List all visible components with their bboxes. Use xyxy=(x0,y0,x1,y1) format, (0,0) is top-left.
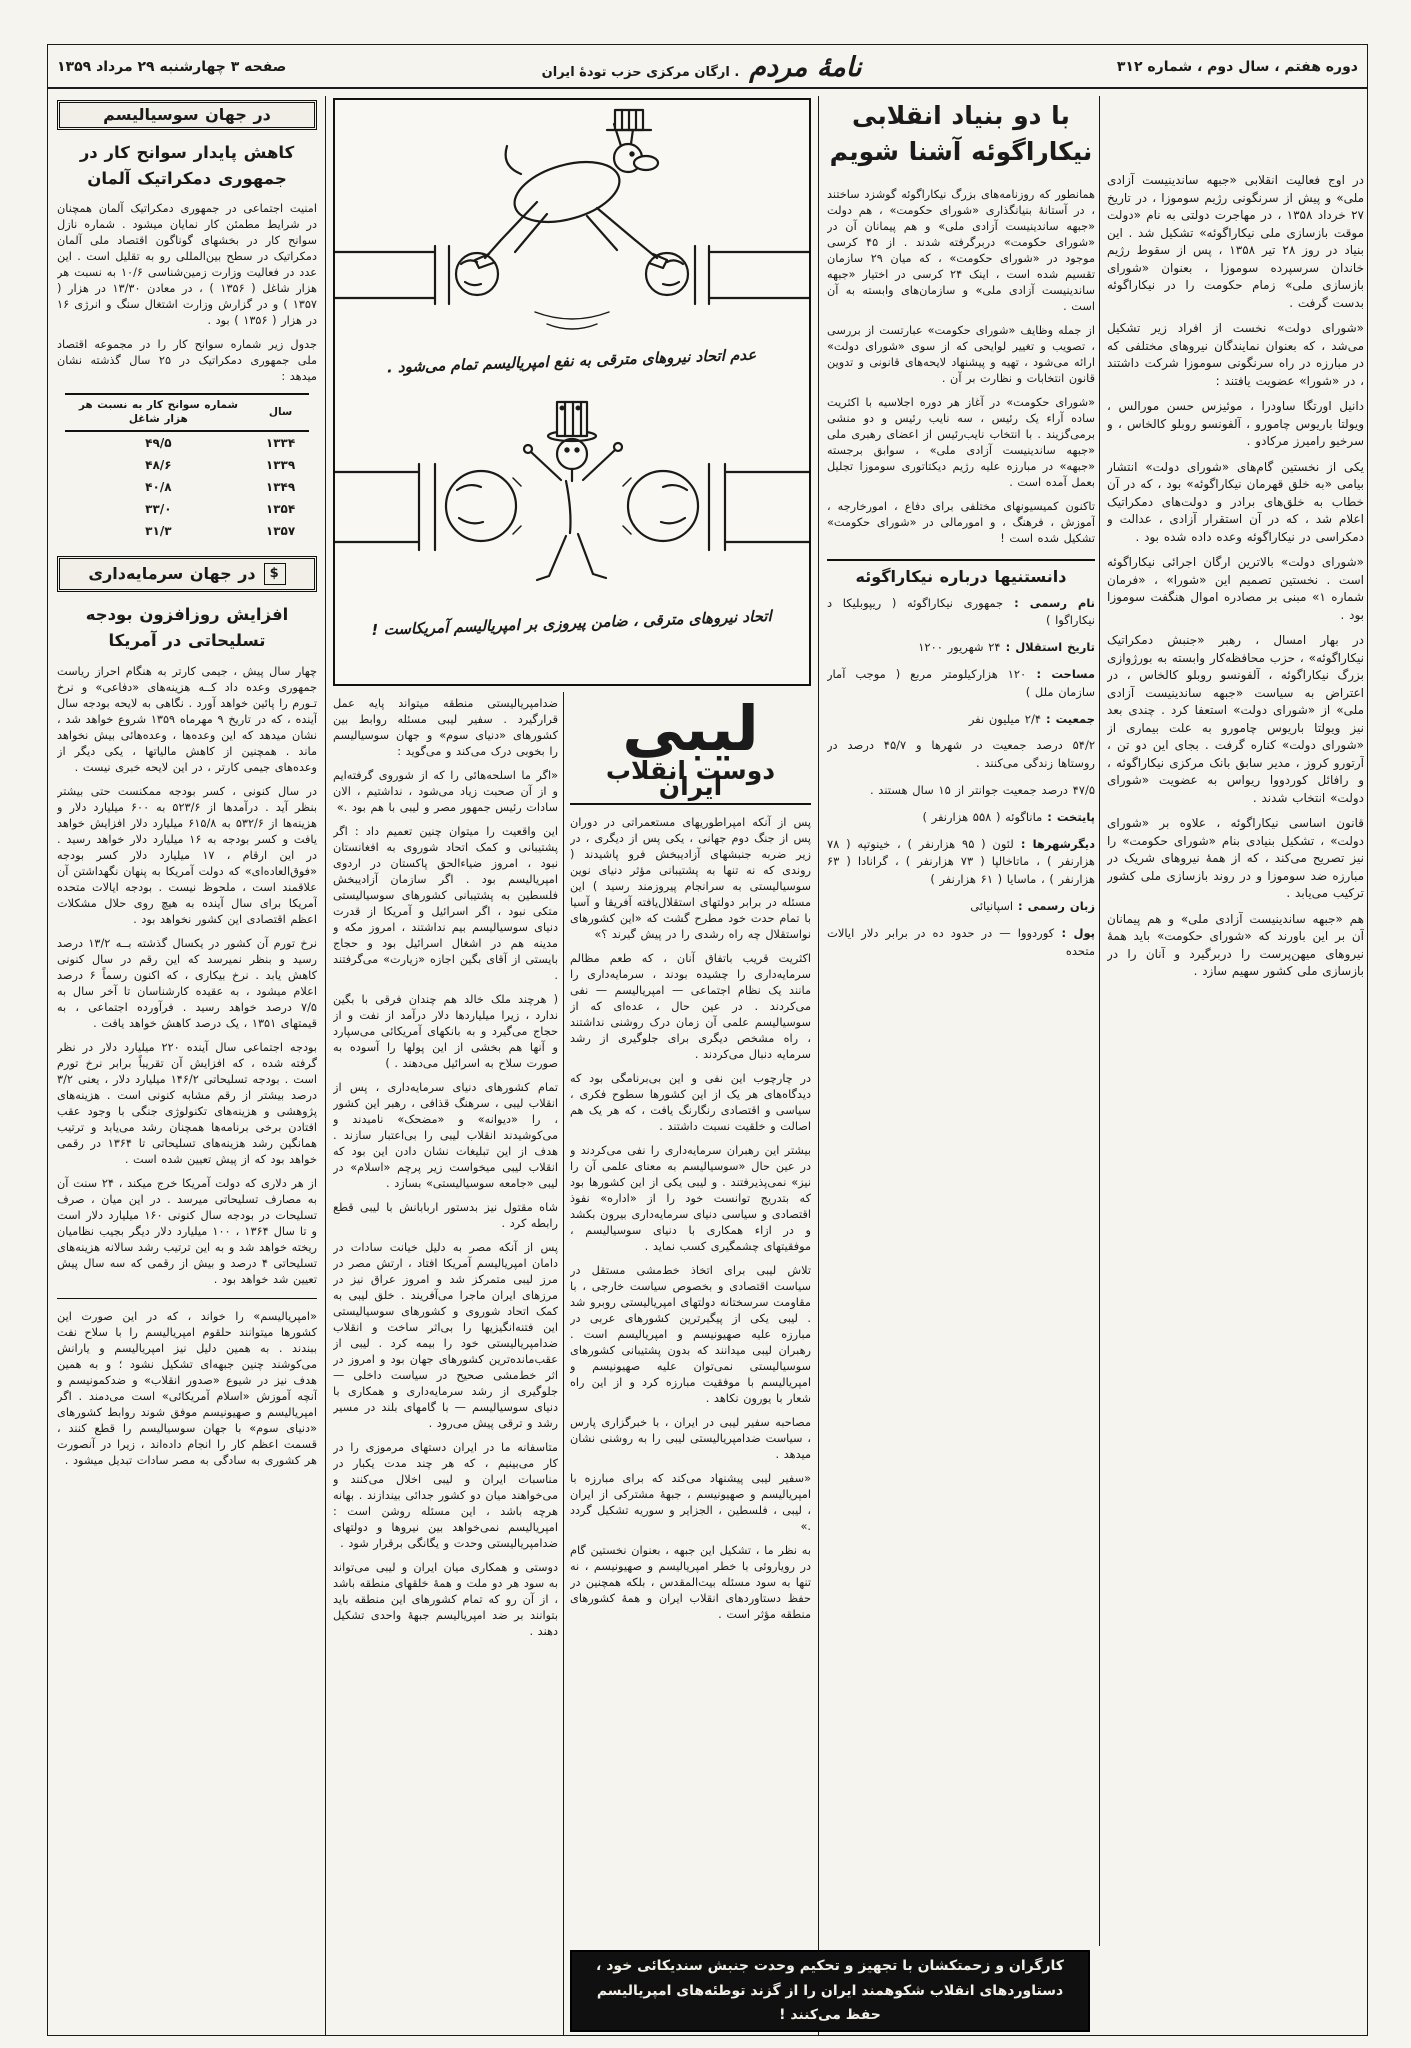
cartoon-panel-unity xyxy=(335,376,809,612)
paragraph: بیشتر این رهبران سرمایه‌داری را نفی می‌کردند و در عین حال «سوسیالیسم به معنای علمی آن را نیز» نمی‌پذیرفتند . و لیبی یکی از این کشورها بود که بتدریج توانست خود را از «اداره» نفوذ اقتصادی و سیاسی دنیای سرمایه‌داری بیرون بکشد و در ازاء همکاری با دنیای سوسیالیسم ، موفقیتهای چشمگیری کسب نماید . xyxy=(570,1144,811,1254)
table-row xyxy=(65,454,309,476)
paragraph: جدول زیر شماره سوانح کار را در مجموعه اقتصاد ملی جمهوری دمکراتیک در ۲۵ سال گذشته نشان میدهد : xyxy=(57,338,317,384)
us-budget-headline xyxy=(57,602,317,653)
column-divider-4 xyxy=(1099,96,1100,1946)
paragraph: «شورای دولت» نخست از افراد زیر تشکیل می‌شد ، که بعنوان نمایندگان نیروهای مختلفی که در مبارزه در راه سرنگونی سوموزا شرکت داشتند ، در «شورا» عضویت یافتند : xyxy=(1107,321,1364,388)
masthead xyxy=(47,50,1368,84)
nicaragua-article-second-column xyxy=(827,98,1095,1945)
paragraph: ضدامپریالیستی منطقه میتواند پایه عمل قرارگیرد . سفیر لیبی مسئله روابط بین کشورهای «دنیای سوم» و جهان سوسیالیسم را بخوبی درک می‌کند و می‌گوید : xyxy=(333,697,558,758)
accidents-table-header-rate: شماره سوانح کار به نسبت هر هزار شاغل xyxy=(65,394,252,431)
socialism-section-title: در جهان سوسیالیسم xyxy=(103,105,271,124)
paragraph: «شورای حکومت» در آغاز هر دوره اجلاسیه با اکثریت ساده آراء یک رئیس ، سه نایب رئیس و دو منشی برمی‌گزیند . با انتخاب نایب‌رئیس از اعضای رهبری ملی «جبهه ساندینیست آزادی ملی» ، سوابق برجسته «جبهه» در مبارزه علیه رژیم دیکتاتوری سوموزا تجلیل بعمل آمده است . xyxy=(827,395,1095,489)
capitalism-section-header xyxy=(57,556,317,592)
page-right-rule xyxy=(1367,44,1368,2036)
issue-info: دوره هفتم ، سال دوم ، شماره ۳۱۲ xyxy=(1116,59,1358,75)
fact-item: دیگرشهرها : لئون ( ۹۵ هزارنفر ) ، خینوتپه ( ۷۸ هزارنفر ) ، ماتاخالپا ( ۷۳ هزارنفر ) ، گرانادا ( ۶۳ هزارنفر ) ، ماسایا ( ۶۱ هزارنفر ) xyxy=(827,836,1095,887)
accidents-table xyxy=(65,393,309,542)
page-bottom-rule xyxy=(47,2035,1368,2036)
nicaragua-headline-line1: با دو بنیاد انقلابی xyxy=(852,101,1070,130)
fact-item: مساحت : ۱۲۰ هزارکیلومتر مربع ( موجب آمار سازمان ملل ) xyxy=(827,666,1095,699)
paragraph: کارگران و زحمتکشان با تجهیز و تحکیم وحدت جنبش سندیکائی خود ، xyxy=(596,1958,1064,1975)
nicaragua-article-col1-body xyxy=(1107,172,1364,981)
table-cell: ۱۳۵۴ xyxy=(265,502,296,517)
slogan-box xyxy=(570,1950,1090,2032)
masthead-bottom-rule xyxy=(47,87,1368,89)
paragraph: متاسفانه ما در ایران دستهای مرموزی را در کار می‌بینیم ، که هر چند مدت یکبار در مناسبات ایران و لیبی اخلال می‌کنند و می‌خواهند میان دو کشور جدائی بیندازند . بهانه هرچه باشد ، این مسئله روشن است : امپریالیسم نمی‌خواهد بین نیروها و دولتهای ضدامپریالیستی وحدت و یگانگی برقرار شود . xyxy=(333,1441,558,1550)
paragraph: در بهار امسال ، رهبر «جنبش دمکراتیک نیکاراگوئه» ، حزب محافظه‌کار وابسته به بورژوازی بزرگ نیکاراگوئه ، آلفونسو روبلو کالخاس ، در اعتراض به سیاست «جبهه ساندینیست آزادی ملی» از «شورای دولت» استعفا کرد . چندی بعد نیز ویولتا باریوس چامورو به علت بیماری از «شورای دولت» کناره گرفت . بجای این دو تن ، آرتورو کروز ، مدیر سابق بانک مرکزی نیکاراگوئه ، و رافائل کوردووا ریواس به عضویت «شورای دولت» انتخاب شدند . xyxy=(1107,633,1364,805)
paragraph: در سال کنونی ، کسر بودجه ممکنست حتی بیشتر بنظر آید . درآمدها از ۵۲۳/۶ به ۶۰۰ میلیارد دلار و هزینه‌ها از ۵۳۲/۶ به ۶۱۵/۸ میلیارد دلار افزایش خواهد یافت و کسر بودجه به ۱۶ میلیارد دلار خواهد رسید . در این ارقام ، ۱۷ میلیارد دلار کسر بودجه «فوق‌العاده‌ای» که دولت آمریکا به پنهان نگهداشتن آن علاقمند است ، ملحوظ نیست . بودجه ایالات متحده آمریکا برای سال آینده به هیچ روی حلال مشکلات اعظم اقتصادی این کشور نخواهد بود . xyxy=(57,784,317,926)
us-budget-body xyxy=(57,664,317,1288)
paragraph: به نظر ما ، تشکیل این جبهه ، بعنوان نخستین گام در رویاروئی با خطر امپریالیسم و صهیونیسم ، نه تنها به سود مسئله بیت‌المقدس ، بلکه همچنین در حفظ دستاوردهای انقلاب ایران و همهٔ کشورهای منطقه مؤثر است . xyxy=(570,1544,811,1622)
nicaragua-article-col2-body xyxy=(827,187,1095,547)
paragraph: هم «جبهه ساندینیست آزادی ملی» و هم پیمانان آن بر این باورند که «شورای حکومت» باید همهٔ نیروهای میهن‌پرست را دربرگیرد و آنان را در بازسازی ملی کشور سهیم سازد . xyxy=(1107,911,1364,978)
table-row xyxy=(65,431,309,454)
paragraph: تمام کشورهای دنیای سرمایه‌داری ، پس از انقلاب لیبی ، سرهنگ قذافی ، رهبر این کشور ، را «دیوانه» و «مضحک» نامیدند و می‌کوشیدند انقلاب لیبی را بی‌اعتبار سازند . هدف از این تبلیغات نشان دادن این بود که انقلاب لیبی میخواست زیر پرچم «اسلام» در لیبی «جامعه سوسیالیستی» بسازد . xyxy=(333,1081,558,1190)
cartoon-caption-bottom: اتحاد نیروهای مترقی ، ضامن پیروزی بر امپریالیسم آمریکاست ! xyxy=(371,607,773,639)
paragraph: مصاحبه سفیر لیبی در ایران ، با خبرگزاری پارس ، سیاست ضدامپریالیستی لیبی را به روشنی نشان میدهد . xyxy=(570,1416,811,1462)
gdr-accidents-body xyxy=(57,201,317,385)
table-cell: ۱۳۳۹ xyxy=(265,458,296,473)
table-cell: ۱۳۳۴ xyxy=(265,436,296,451)
column-divider-2 xyxy=(563,692,564,2035)
paragraph: از هر دلاری که دولت آمریکا خرج میکند ، ۲۴ سنت آن به مصارف تسلیحاتی میرسد . در این میان ، صرف تسلیحات در بودجه سال کنونی ۱۶۰ میلیارد دلار است و تا سال ۱۳۶۴ ، ۱۰۰ میلیارد دلار دیگر بجیب نظامیان ریخته خواهد شد و به این ترتیب رشد سالانه هزینه‌های تسلیحاتی ۴ درصد و بیش از رقمی که سه سال پیش تعیین شد خواهد بود . xyxy=(57,1176,317,1286)
fact-item: ۴۷/۵ درصد جمعیت جوانتر از ۱۵ سال هستند . xyxy=(869,783,1095,797)
paragraph: «شورای دولت» بالاترین ارگان اجرائی نیکاراگوئه است . نخستین تصمیم این «شورا» ، «فرمان شماره ۱» مبنی بر مصادره اموال هنگفت سوموزا بود . xyxy=(1107,555,1364,622)
fact-item: تاریخ استقلال : ۲۴ شهریور ۱۲۰۰ xyxy=(918,640,1095,655)
libya-article-title: لیبی xyxy=(622,692,759,765)
nicaragua-headline-line2: نیکاراگوئه آشنا شویم xyxy=(829,137,1093,167)
gdr-accidents-headline: کاهش پایدار سوانح کار در جمهوری دمکراتیک آلمان xyxy=(79,143,295,188)
paragraph: ( هرچند ملک خالد هم چندان فرقی با بگین ندارد ، زیرا میلیاردها دلار درآمد از نفت و از حجاج می‌گیرد و به بانکهای آمریکائی می‌سپارد و آنها هم بخشی از این پولها را آسوده به صورت سلاح به اسرائیل می‌دهند . ) xyxy=(333,993,558,1070)
paragraph: بودجه اجتماعی سال آینده ۲۲۰ میلیارد دلار در نظر گرفته شده ، که افزایش آن تقریباً برابر نرخ تورم است . بودجه تسلیحاتی ۱۴۶/۲ میلیارد دلار ، یعنی ۳/۲ درصد بیشتر از رقم مشابه کنونی است . هزینه‌های پژوهشی و هزینه‌های تکنولوژی جنگی با وجود عقب افتادن برخی برنامه‌ها همچنان رشد می‌یابد و ترتیب همانگین رشد هزینه‌های تسلیحاتی تا ۱۳۶۴ در رقمی خواهد بود که از پیش تعیین شده است . xyxy=(57,1040,317,1166)
newspaper-subtitle: . ارگان مرکزی حزب تودهٔ ایران xyxy=(541,64,740,80)
table-row xyxy=(65,498,309,520)
cartoon-panel-disunity xyxy=(335,100,809,350)
libya-article-continuation-column xyxy=(333,696,558,2032)
left-column-separator xyxy=(57,1298,317,1299)
paragraph: امنیت اجتماعی در جمهوری دمکراتیک آلمان همچنان در شرایط مطمئن کار نمایان میشود . شماره نازل سوانح کار در بخشهای گوناگون اقتصاد ملی آلمان دمکراتیک در سطح بین‌المللی رو به تقلیل است . این عدد در فعالیت وزارت زمین‌شناسی ۱۰/۶ به نسبت هر هزار شاغل ( ۱۳۵۶ ) ، در معادن ۱۳/۳۰ در هزار ( ۱۳۵۷ ) و در گزارش وزارت اشتغال سنگ و انرژی ۱۶ در هزار ( ۱۳۵۶ ) بود . xyxy=(57,202,317,328)
libya-article-left-body xyxy=(333,696,558,1640)
paragraph: در چارچوب این نفی و این بی‌برنامگی بود که دیدگاه‌های هر یک از این کشورها سطوح فکری ، سیاسی و اقتصادی رنگارنگ یافت ، که هر یک هم اصالت و خلقیت نسبت داشتند . xyxy=(570,1072,811,1134)
fact-item: ۵۴/۲ درصد جمعیت در شهرها و ۴۵/۷ درصد در روستاها زندگی می‌کنند . xyxy=(827,738,1095,771)
us-budget-headline-line2: تسلیحاتی در آمریکا xyxy=(108,630,266,650)
paragraph: از جمله وظایف «شورای حکومت» عبارتست از بررسی ، تصویب و تغییر لوایحی که از سوی «شورای دولت» ارائه می‌شود ، تهیه و پیشنهاد لایحه‌های قانونی و تدوین قانون انتخابات و نظارت بر آن . xyxy=(827,323,1095,385)
paragraph: این واقعیت را میتوان چنین تعمیم داد : اگر پشتیبانی و کمک اتحاد شوروی به افغانستان نبود ، امروز ضیاءالحق پاکستان در اردوی امپریالیسم بود . اگر سازمان آزادیبخش فلسطین به پشتیبانی کشورهای سوسیالیستی متکی نبود ، اگر اسرائیل و آمریکا از قدرت دنیای سوسیالیسم بیم نداشتند ، امروز مکه و مدینه هم در اشغال اسرائیل بود و حجاج بایستی از آقای بگین اجازه «زیارت» می‌گرفتند . xyxy=(333,825,558,982)
paragraph: نرخ تورم آن کشور در یکسال گذشته بــه ۱۳/۲ درصد رسید و بنظر نمیرسد که این رقم در سال کنونی کاهش یابد . نرخ بیکاری ، که اکنون رسماً ۶ درصد اعلام میشود ، به عقیده کارشناسان تا آخر سال به ۷/۵ درصد خواهد رسید . فرآورده اجتماعی ، به قیمتهای ۱۳۵۱ ، یک درصد کاهش خواهد یافت . xyxy=(57,936,317,1030)
cartoon-caption-top: عدم اتحاد نیروهای مترقی به نفع امپریالیسم تمام می‌شود . xyxy=(387,345,757,377)
facts-top-rule xyxy=(827,559,1095,561)
paragraph: دستاوردهای انقلاب شکوهمند ایران را از گزند توطئه‌های امپریالیسم حفظ می‌کنند ! xyxy=(596,1982,1064,2024)
nicaragua-facts-title: دانستنیها درباره نیکاراگوئه xyxy=(855,566,1067,586)
page-left-rule xyxy=(47,44,48,2036)
newspaper-title-block xyxy=(542,52,862,83)
table-cell: ۳۳/۰ xyxy=(145,502,172,517)
fact-item: نام رسمی : جمهوری نیکاراگوئه ( ریپوبلیکا د نیکاراگوا ) xyxy=(827,595,1095,628)
socialism-section-header xyxy=(57,100,317,130)
paragraph: پس از آنکه امپراطوریهای مستعمراتی در دوران پس از جنگ دوم جهانی ، یکی پس از دیگری ، در زیر ضربه جنبشهای آزادیبخش فرو پاشیدند ( روندی که نه تنها به پشتیبانی مؤثر دنیای نوین سوسیالیستی به سرانجام پیروزمند رسید ) این مسئله در برابر دولتهای استقلال‌یافته آفریقا و آسیا با تمام حدت خود مطرح گشت که «این کشورهای نواستقلال چه راه رشدی را در پیش گیرند ؟» xyxy=(570,816,811,942)
paragraph: دانیل اورتگا ساودرا ، موئیزس حسن مورالس ، ویولتا باریوس چامورو ، آلفونسو روبلو کالخاس ، و سرخیو رامیرز مرکادو . xyxy=(1107,399,1364,448)
paragraph: در اوج فعالیت انقلابی «جبهه ساندینیست آزادی ملی» و پیش از سرنگونی رژیم سوموزا ، در تاریخ ۲۷ خرداد ۱۳۵۸ ، در مهاجرت دولتی به نام «دولت موقت بازسازی ملی نیکاراگوئه» تشکیل شد . این بنیاد در روز ۲۸ تیر ۱۳۵۸ ، پس از سقوط رژیم خاندان سرسپرده سوموزا ، بعنوان «شورای بازسازی ملی» زمام حکومت را در نیکاراگوئه بدست گرفت . xyxy=(1107,173,1364,310)
page-date-info: صفحه ۳ چهارشنبه ۲۹ مرداد ۱۳۵۹ xyxy=(57,59,287,75)
table-cell: ۳۱/۳ xyxy=(145,524,172,539)
paragraph: تلاش لیبی برای اتخاذ خط‌مشی مستقل در سیاست اقتصادی و بخصوص سیاست خارجی ، با مقاومت سرسختانه دولتهای امپریالیستی روبرو شد . لیبی یکی از پیگیرترین کشورهای عربی در مبارزه علیه صهیونیسم و امپریالیسم است . رهبران لیبی میدانند که بدون پشتیبانی کشورهای سوسیالیستی نمی‌توان علیه صهیونیسم و امپریالیسم با موفقیت مبارزه کرد و از این راه شعار با یورون نکاهد . xyxy=(570,1264,811,1406)
paragraph: تاکنون کمیسیونهای مختلفی برای دفاع ، امورخارجه ، آموزش ، فرهنگ ، و امورمالی در «شورای حکومت» تشکیل شده است ! xyxy=(827,499,1095,545)
table-cell: ۱۳۴۹ xyxy=(265,480,296,495)
left-column-footer-paragraph: «امپریالیسم» را خواند ، که در این صورت این کشورها میتوانند حلقوم امپریالیسم را با سلاح نفت ببندند . به همین دلیل نیز امپریالیسم و یارانش می‌کوشند چنین جبهه‌ای تشکیل نشود ؛ و به همین هدف نیز در شیوع «صدور انقلاب» و ضدکمونیسم و آنچه آموزش «اسلام آمریکائی» است می‌دمند . اگر امپریالیسم و صهیونیسم موفق شوند روابط کشورهای «دنیای سوم» با جهان سوسیالیسم را قطع کنند ، قسمت اعظم کار را انجام داده‌اند ، زیرا در آنصورت هر کشوری به سادگی به مصر سادات تبدیل میشود . xyxy=(57,1309,317,1467)
table-cell: ۴۸/۶ xyxy=(145,458,172,473)
libya-article-lead-column xyxy=(570,692,811,1945)
paragraph: دوستی و همکاری میان ایران و لیبی می‌تواند به سود هر دو ملت و همهٔ خلقهای منطقه باشد ، از آن رو که تمام کشورهای این منطقه باید بتوانند بر ضد امپریالیسم جبههٔ واحدی تشکیل دهند . xyxy=(333,1561,558,1638)
capitalism-section-title: در جهان سرمایه‌داری xyxy=(88,564,256,584)
fact-item: جمعیت : ۲/۴ میلیون نفر xyxy=(968,711,1095,726)
paragraph: شاه مقتول نیز بدستور اربابانش با لیبی قطع رابطه کرد . xyxy=(333,1201,558,1230)
table-cell: ۴۰/۸ xyxy=(145,480,172,495)
paragraph: «اگر ما اسلحه‌هائی را که از شوروی گرفته‌ایم و از آن صحبت زیاد می‌شود ، نداشتیم ، الان سادات رئیس جمهور مصر و لیبی با هم بود .» xyxy=(333,769,558,814)
newspaper-title: نامهٔ مردم xyxy=(749,51,862,83)
table-cell: ۴۹/۵ xyxy=(145,436,172,451)
accidents-table-body xyxy=(65,431,309,542)
masthead-top-rule xyxy=(47,44,1368,45)
dollar-icon: $ xyxy=(264,563,286,585)
table-row xyxy=(65,476,309,498)
table-cell: ۱۳۵۷ xyxy=(265,524,296,539)
paragraph: پس از آنکه مصر به دلیل خیانت سادات در دامان امپریالیسم آمریکا افتاد ، ارتش مصر در مرز لیبی متمرکز شد و امروز عراق نیز در مرزهای ایران ماجرا می‌آفریند . خلق لیبی به کمک اتحاد شوروی و کشورهای سوسیالیستی این فتنه‌انگیزیها را بی‌اثر ساخت و انقلاب ضدامپریالیستی خود را بیمه کرد . لیبی از عقب‌مانده‌ترین کشورهای جهان بود و امروز در اثر خط‌مشی صحیح در سیاست داخلی — جلوگیری از رشد سرمایه‌داری و همکاری با دنیای سوسیالیسم — با گامهای بلند در مسیر رشد و ترقی پیش می‌رود . xyxy=(333,1241,558,1430)
accidents-table-header-year: سال xyxy=(252,394,309,431)
libya-article-subtitle: دوست انقلاب ایران xyxy=(570,763,811,805)
libya-article-right-body xyxy=(570,815,811,1623)
accidents-table-header-row xyxy=(65,394,309,431)
us-budget-headline-line1: افزایش روزافزون بودجه xyxy=(85,605,289,625)
paragraph: اکثریت قریب باتفاق آنان ، که طعم مظالم سرمایه‌داری را چشیده بودند ، سرمایه‌داری را مانند یک نظام اجتماعی — امپریالیسم — نفی می‌کردند . در عین حال ، عده‌ای که از سوسیالیسم علمی آن زمان درک روشنی نداشتند ، راه مشخص دیگری برای جلوگیری از رشد سرمایه دنبال می‌کردند . xyxy=(570,952,811,1062)
nicaragua-facts-list xyxy=(827,595,1095,961)
left-column xyxy=(57,100,317,2032)
paragraph: یکی از نخستین گام‌های «شورای دولت» انتشار بیامی «به خلق قهرمان نیکاراگوئه» بود ، که در آن خطاب به خلق‌های برادر و دولت‌های دمکراتیک اعلام شد ، که در آن استقرار آزادی ، عدالت و دمکراسی در نیکاراگوئه وعده داده شده بود . xyxy=(1107,459,1364,544)
column-divider-3 xyxy=(818,96,819,2035)
fact-item: پول : کوردووا — در حدود ده در برابر دلار ایالات متحده xyxy=(827,925,1095,958)
column-divider-1 xyxy=(325,96,326,2035)
nicaragua-article-headline xyxy=(827,98,1095,171)
fact-item: پایتخت : ماناگوئه ( ۵۵۸ هزارنفر ) xyxy=(922,809,1095,824)
political-cartoon xyxy=(333,98,811,686)
paragraph: قانون اساسی نیکاراگوئه ، علاوه بر «شورای دولت» ، تشکیل بنیادی بنام «شورای حکومت» را نیز تصریح می‌کند ، که از همهٔ نیروهای شریک در مبارزه ضد سوموزا و در روند بازسازی ملی کشور ترکیب می‌یابد . xyxy=(1107,816,1364,900)
fact-item: زبان رسمی : اسپانیائی xyxy=(970,899,1095,914)
paragraph: «سفیر لیبی پیشنهاد می‌کند که برای مبارزه با امپریالیسم و صهیونیسم ، جبههٔ مشترکی از ایران ، لیبی ، فلسطین ، الجزایر و سوریه تشکیل گردد .» xyxy=(570,1472,811,1534)
paragraph: چهار سال پیش ، جیمی کارتر به هنگام احراز ریاست جمهوری وعده داد کــه هزینه‌های «دفاعی» و نرخ تـورم را پائین خواهد آورد . نگاهی به لایحه بودجه سال آینده ، که در تاریخ ۹ مهرماه ۱۳۵۹ شروع خواهد شد ، نشان میدهد که این وعده‌ها ، وعده‌هائی بیش نخواهد ماند . همچنین از کاهش مالیاتها ، یکی دیگر از وعده‌های جیمی کارتر ، در این لایحه خبری نیست . xyxy=(57,664,317,774)
paragraph: همانطور که روزنامه‌های بزرگ نیکاراگوئه گوشزد ساختند ، در آستانهٔ بنیانگذاری «شورای حکومت» ، هم دولت «جبهه ساندینیست آزادی ملی» و هم پیمانان آن در «شورای حکومت» دربرگرفته شدند . از ۴۵ کرسی موجود در «شورای حکومت» ، که میان ۲۹ سازمان تقسیم شده است ، اینک ۲۴ کرسی در اختیار «جبهه ساندینیست آزادی ملی» و سازمان‌های وابسته به آن است . xyxy=(827,187,1095,313)
nicaragua-article-first-column xyxy=(1107,98,1364,1945)
table-row xyxy=(65,520,309,542)
